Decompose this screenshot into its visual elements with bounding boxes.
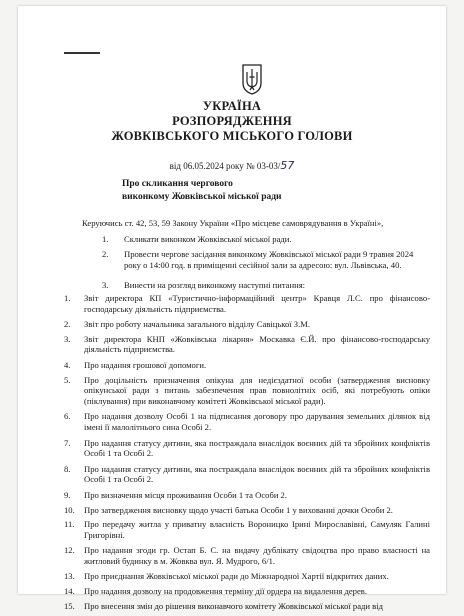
agenda-text: Звіт директора КП «Туристично-інформаційний центр» Кравця Л.С. про фінансово-господарську діяльність підприємства. xyxy=(84,293,430,314)
agenda-item xyxy=(64,334,430,355)
agenda-text: Звіт про роботу начальника загального відділу Савіцької З.М. xyxy=(84,319,311,330)
agenda-number: 8. xyxy=(64,463,71,474)
coat-of-arms-icon xyxy=(241,63,263,95)
subject-line-2: виконкому Жовківської міської ради xyxy=(122,191,282,202)
agenda-item xyxy=(64,360,430,371)
date-printed: від 06.05.2024 року № 03-03/ xyxy=(169,161,281,171)
numbered-item xyxy=(102,280,430,291)
agenda-text: Про надання згоди гр. Остап Б. С. на видачу дублікату свідоцтва про право власності на житловий будинку в м. Жовква вул. Я. Мудрого, 6/1. xyxy=(84,545,430,566)
agenda-item xyxy=(64,601,430,612)
agenda-number: 4. xyxy=(64,359,71,370)
agenda-number: 15. xyxy=(64,600,75,611)
subject-line-1: Про скликання чергового xyxy=(122,179,233,189)
header-country: УКРАЇНА xyxy=(202,99,262,113)
date-line xyxy=(18,159,446,172)
agenda-text: Про передачу житла у приватну власність Вороницко Ірині Мирославівні, Самуляк Галині Григорівні. xyxy=(84,519,430,540)
agenda-number: 1. xyxy=(64,293,71,303)
header-authority: ЖОВКІВСЬКОГО МІСЬКОГО ГОЛОВИ xyxy=(111,129,353,143)
agenda-number: 12. xyxy=(64,545,75,556)
item-number: 3. xyxy=(102,280,109,290)
agenda-number: 9. xyxy=(64,489,71,500)
item-number: 2. xyxy=(102,249,109,259)
subject xyxy=(122,178,282,203)
agenda-text: Про надання дозволу на продовження терміну дії ордера на видалення дерев. xyxy=(84,586,367,597)
agenda-number: 11. xyxy=(64,519,75,530)
agenda-item xyxy=(64,505,430,516)
header-doc-type: РОЗПОРЯДЖЕННЯ xyxy=(172,114,292,128)
agenda-number: 7. xyxy=(64,437,71,448)
agenda-item xyxy=(64,490,430,501)
agenda-text: Про надання статусу дитини, яка постраждала внаслідок воєнних дій та збройних конфліктів Особі 1 та Особі 2. xyxy=(84,437,430,459)
agenda-number: 10. xyxy=(64,504,75,515)
agenda-number: 13. xyxy=(64,571,75,582)
agenda-item xyxy=(64,571,430,582)
agenda-item xyxy=(64,464,430,485)
document-page xyxy=(18,6,446,611)
agenda-item xyxy=(64,411,430,432)
agenda-item xyxy=(64,545,430,566)
agenda-text: Про надання статусу дитини, яка постраждала внаслідок воєнних дій та збройних конфліктів Особі 1 та Особі 2. xyxy=(84,463,430,485)
numbered-item xyxy=(102,249,430,271)
agenda-number: 14. xyxy=(64,586,75,597)
agenda-text: Про приєднання Жовківської міської ради до Міжнародної Хартії відкритих даних. xyxy=(84,571,389,582)
item-text: Провести чергове засідання виконкому Жовківської міської ради 9 травня 2024 року о 14:00 год. в приміщенні сесійної зали за адресою: вул. Львівська, 40. xyxy=(124,249,414,270)
agenda-text: Про надання грошової допомоги. xyxy=(84,359,207,370)
agenda-number: 5. xyxy=(64,374,71,385)
agenda-text: Про внесення змін до рішення виконавчого комітету Жовківської міської ради від xyxy=(84,600,383,611)
agenda-item xyxy=(64,319,430,330)
intro-text: Керуючись ст. 42, 53, 59 Закону України «Про місцеве самоврядування в Україні», xyxy=(82,218,384,228)
item-number: 1. xyxy=(102,234,109,244)
agenda-number: 2. xyxy=(64,319,71,330)
agenda-text: Про визначення місця проживання Особи 1 та Особи 2. xyxy=(84,489,288,500)
agenda-item xyxy=(64,375,430,407)
agenda-number: 3. xyxy=(64,333,71,344)
item-text: Винести на розгляд виконкому наступні питання: xyxy=(124,280,306,290)
agenda-text: Звіт директора КНП «Жовківська лікарня» Москавка Є.Й. про фінансово-господарську діяльність підприємства. xyxy=(84,333,430,355)
item-text: Скликати виконком Жовківської міської ради. xyxy=(124,234,292,244)
agenda-item xyxy=(64,293,430,314)
agenda-text: Про затвердження висновку щодо участі батька Особи 1 у вихованні дочки Особи 2. xyxy=(84,504,393,515)
agenda-item xyxy=(64,519,430,540)
agenda-list xyxy=(64,293,430,616)
numbered-item xyxy=(102,234,430,245)
agenda-text: Про надання дозволу Особі 1 на підписання договору про дарування земельних ділянок від імені її малолітнього сина Особі 2. xyxy=(84,411,430,432)
agenda-item xyxy=(64,586,430,597)
margin-mark xyxy=(64,52,100,54)
handwritten-number: 57 xyxy=(280,159,295,172)
agenda-text: Про доцільність призначення опікуна для недієздатної особи (затвердження висновку опікунської ради з питань забезпечення прав повнолітніх осіб, які потребують опіки (піклування) при виконавчому комітеті Жовківської міської ради). xyxy=(84,374,430,406)
agenda-item xyxy=(64,438,430,459)
agenda-number: 6. xyxy=(64,411,71,422)
